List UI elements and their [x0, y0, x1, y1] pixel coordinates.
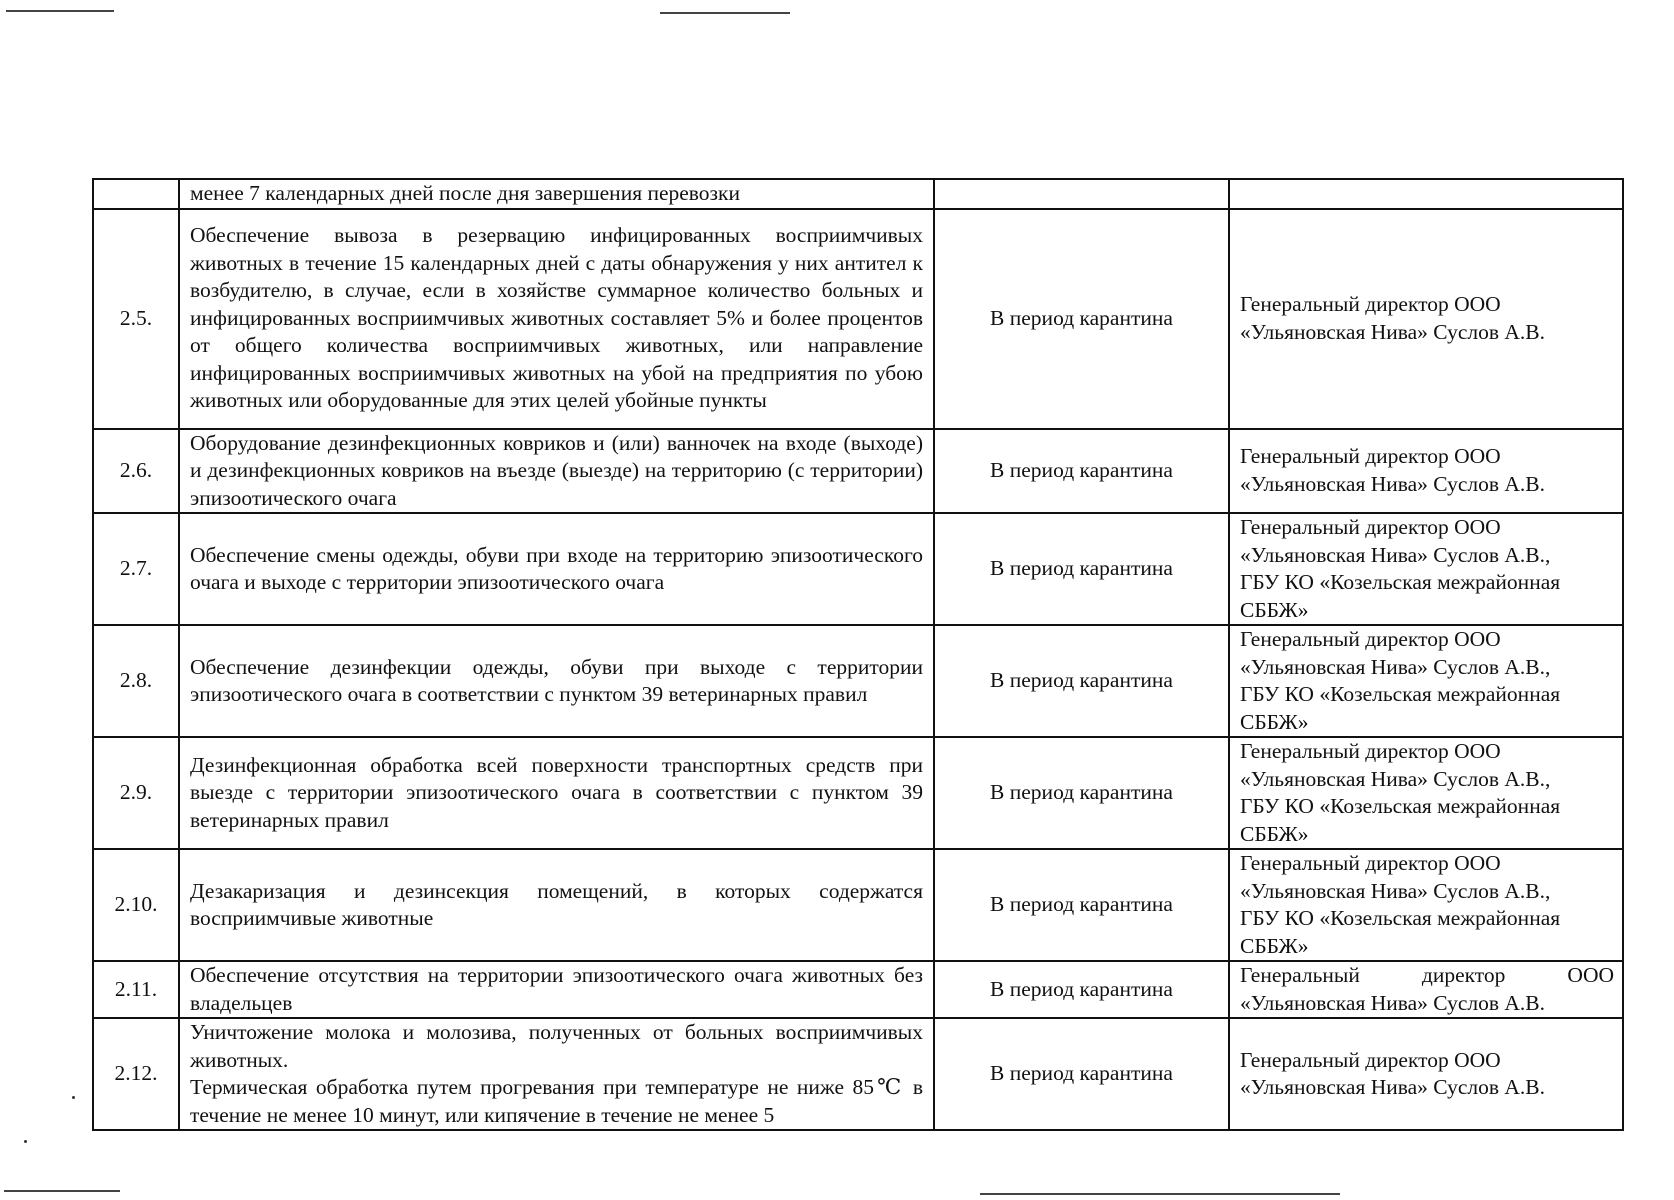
measure-text: Обеспечение вывоза в резервацию инфицированных восприимчивых животных в течение 15 календарных дней с даты обнаружения у них антител к возбудителю, в случае, если в хозяйстве суммарное количество больных и инфицированных восприимчивых животных составляет 5% и более процентов от общего количества восприимчивых животных, или направление инфицированных восприимчивых животных на убой на предприятия по убою животных или оборудованные для этих целей убойные пункты [179, 209, 934, 429]
term-text: В период карантина [934, 625, 1229, 737]
measure-text: Оборудование дезинфекционных ковриков и (или) ванночек на входе (выходе) и дезинфекционных ковриков на въезде (выезде) на территорию (с территории) эпизоотического очага [179, 429, 934, 514]
row-number: 2.6. [93, 429, 179, 514]
scan-mark-bottom-left [4, 1190, 120, 1192]
scan-mark-top-left [6, 10, 114, 12]
term-text: В период карантина [934, 513, 1229, 625]
term-text: В период карантина [934, 1018, 1229, 1130]
scan-mark-top-center [660, 12, 790, 14]
term-text [934, 179, 1229, 209]
measure-text: Обеспечение смены одежды, обуви при входе на территорию эпизоотического очага и выходе с территории эпизоотического очага [179, 513, 934, 625]
row-number: 2.9. [93, 737, 179, 849]
table-row [93, 849, 1623, 961]
term-text: В период карантина [934, 961, 1229, 1018]
scan-mark-bottom-right [980, 1193, 1340, 1195]
responsible-text: Генеральный директор ООО «Ульяновская Нива» Суслов А.В. [1229, 1018, 1623, 1130]
table-row [93, 209, 1623, 429]
term-text: В период карантина [934, 737, 1229, 849]
row-number: 2.7. [93, 513, 179, 625]
measure-text: Дезинфекционная обработка всей поверхности транспортных средств при выезде с территории эпизоотического очага в соответствии с пунктом 39 ветеринарных правил [179, 737, 934, 849]
table-row [93, 625, 1623, 737]
responsible-text: Генеральный директор ООО «Ульяновская Нива» Суслов А.В., ГБУ КО «Козельская межрайонная СББЖ» [1229, 625, 1623, 737]
table-row [93, 513, 1623, 625]
row-number [93, 179, 179, 209]
responsible-text: Генеральный директор ООО «Ульяновская Нива» Суслов А.В., ГБУ КО «Козельская межрайонная СББЖ» [1229, 513, 1623, 625]
responsible-text: Генеральный директор ООО «Ульяновская Нива» Суслов А.В., ГБУ КО «Козельская межрайонная СББЖ» [1229, 737, 1623, 849]
responsible-text: Генеральный директор ООО «Ульяновская Нива» Суслов А.В. [1229, 429, 1623, 514]
measure-text: Обеспечение отсутствия на территории эпизоотического очага животных без владельцев [179, 961, 934, 1018]
row-number: 2.8. [93, 625, 179, 737]
measures-table [92, 178, 1624, 1131]
row-number: 2.10. [93, 849, 179, 961]
row-number: 2.11. [93, 961, 179, 1018]
table-row [93, 737, 1623, 849]
measure-text: Обеспечение дезинфекции одежды, обуви при выходе с территории эпизоотического очага в соответствии с пунктом 39 ветеринарных правил [179, 625, 934, 737]
responsible-text: Генеральный директор ООО «Ульяновская Нива» Суслов А.В. [1229, 961, 1623, 1018]
scan-dot [72, 1096, 75, 1099]
responsible-text: Генеральный директор ООО «Ульяновская Нива» Суслов А.В., ГБУ КО «Козельская межрайонная СББЖ» [1229, 849, 1623, 961]
term-text: В период карантина [934, 209, 1229, 429]
measure-text: Уничтожение молока и молозива, полученных от больных восприимчивых животных. Термическая обработка путем прогревания при температуре не ниже 85℃ в течение не менее 10 минут, или кипячение в течение не менее 5 [179, 1018, 934, 1130]
term-text: В период карантина [934, 849, 1229, 961]
table-row [93, 1018, 1623, 1130]
table-row [93, 961, 1623, 1018]
term-text: В период карантина [934, 429, 1229, 514]
scan-dot [24, 1140, 27, 1143]
responsible-text: Генеральный директор ООО «Ульяновская Нива» Суслов А.В. [1229, 209, 1623, 429]
measure-text: Дезакаризация и дезинсекция помещений, в которых содержатся восприимчивые животные [179, 849, 934, 961]
row-number: 2.12. [93, 1018, 179, 1130]
row-number: 2.5. [93, 209, 179, 429]
responsible-text [1229, 179, 1623, 209]
table-row [93, 429, 1623, 514]
table-row [93, 179, 1623, 209]
measure-text: менее 7 календарных дней после дня завершения перевозки [179, 179, 934, 209]
